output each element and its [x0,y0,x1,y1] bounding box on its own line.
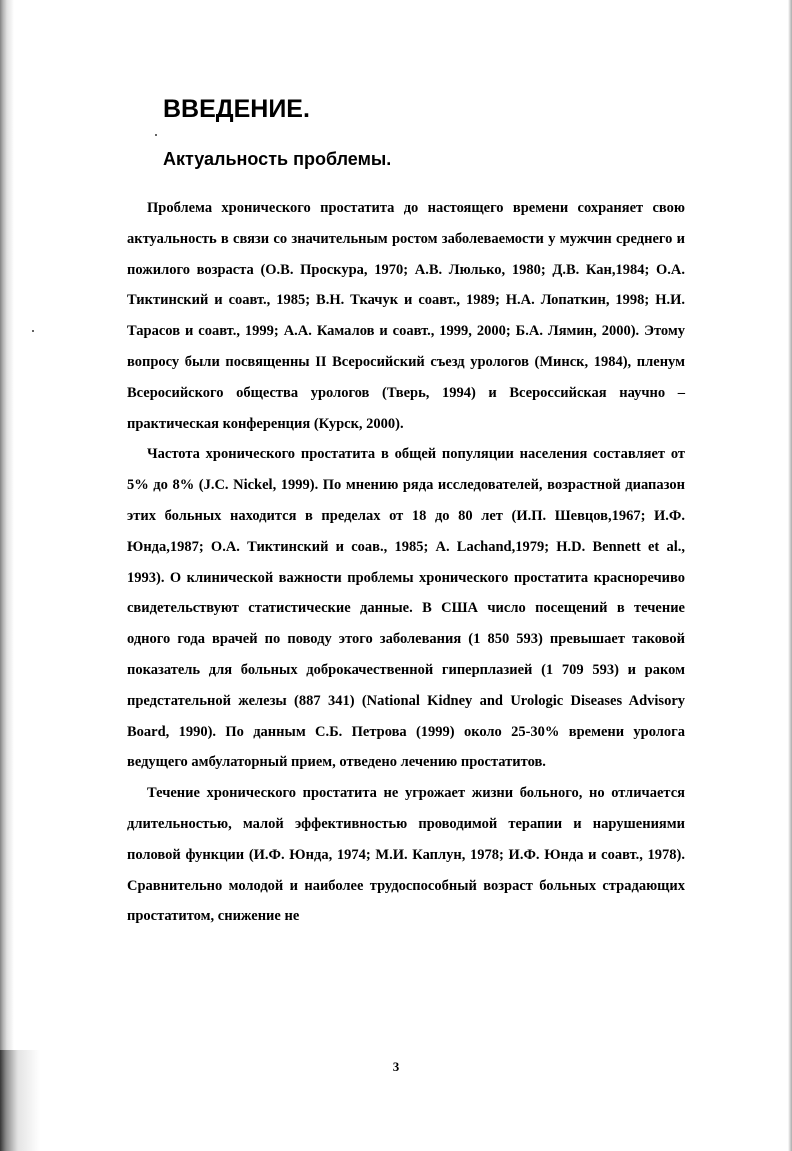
scan-shadow-right [788,0,792,1151]
scan-shadow-left [0,0,14,1151]
page-title: ВВЕДЕНИЕ. [163,95,310,123]
paragraph-1: Проблема хронического простатита до настоящего времени сохраняет свою актуальность в связи со значительным ростом заболеваемости у мужчин среднего и пожилого возраста (О.В. Проскура, 1970; А.В. Люлько, 1980; Д.В. Кан,1984; О.А. Тиктинский и соавт., 1985; В.Н. Ткачук и соавт., 1989; Н.А. Лопаткин, 1998; Н.И. Тарасов и соавт., 1999; А.А. Камалов и соавт., 1999, 2000; Б.А. Лямин, 2000). Этому вопросу были посвященны II Всеросийский съезд урологов (Минск, 1984), пленум Всеросийского общества урологов (Тверь, 1994) и Всероссийская научно – практическая конференция (Курск, 2000). [127,200,685,432]
scan-speck [155,134,157,136]
page-number: 3 [392,1059,400,1074]
paragraph-2: Частота хронического простатита в общей популяции населения составляет от 5% до 8% (J.C. Nickel, 1999). По мнению ряда исследователей, возрастной диапазон этих больных находится в пределах от 18 до 80 лет (И.П. Шевцов,1967; И.Ф. Юнда,1987; О.А. Тиктинский и соав., 1985; A. Lachand,1979; H.D. Bennett et al., 1993). О клинической важности проблемы хронического простатита красноречиво свидетельствуют статистические данные. В США число посещений в течение одного года врачей по поводу этого заболевания (1 850 593) превышает таковой показатель для больных доброкачественной гиперплазией (1 709 593) и раком предстательной железы (887 341) (National Kidney and Urologic Diseases Advisory Board, 1990). По данным С.Б. Петрова (1999) около 25-30% времени уролога ведущего амбулаторный прием, отведено лечению простатитов. [127,446,685,771]
scan-speck [32,330,34,332]
section-heading: Актуальность проблемы. [163,149,392,169]
document-body [127,193,685,932]
paragraph-3: Течение хронического простатита не угрожает жизни больного, но отличается длительностью, малой эффективностью проводимой терапии и нарушениями половой функции (И.Ф. Юнда, 1974; М.И. Каплун, 1978; И.Ф. Юнда и соавт., 1978). Сравнительно молодой и наиболее трудоспособный возраст больных страдающих простатитом, снижение не [127,785,685,925]
